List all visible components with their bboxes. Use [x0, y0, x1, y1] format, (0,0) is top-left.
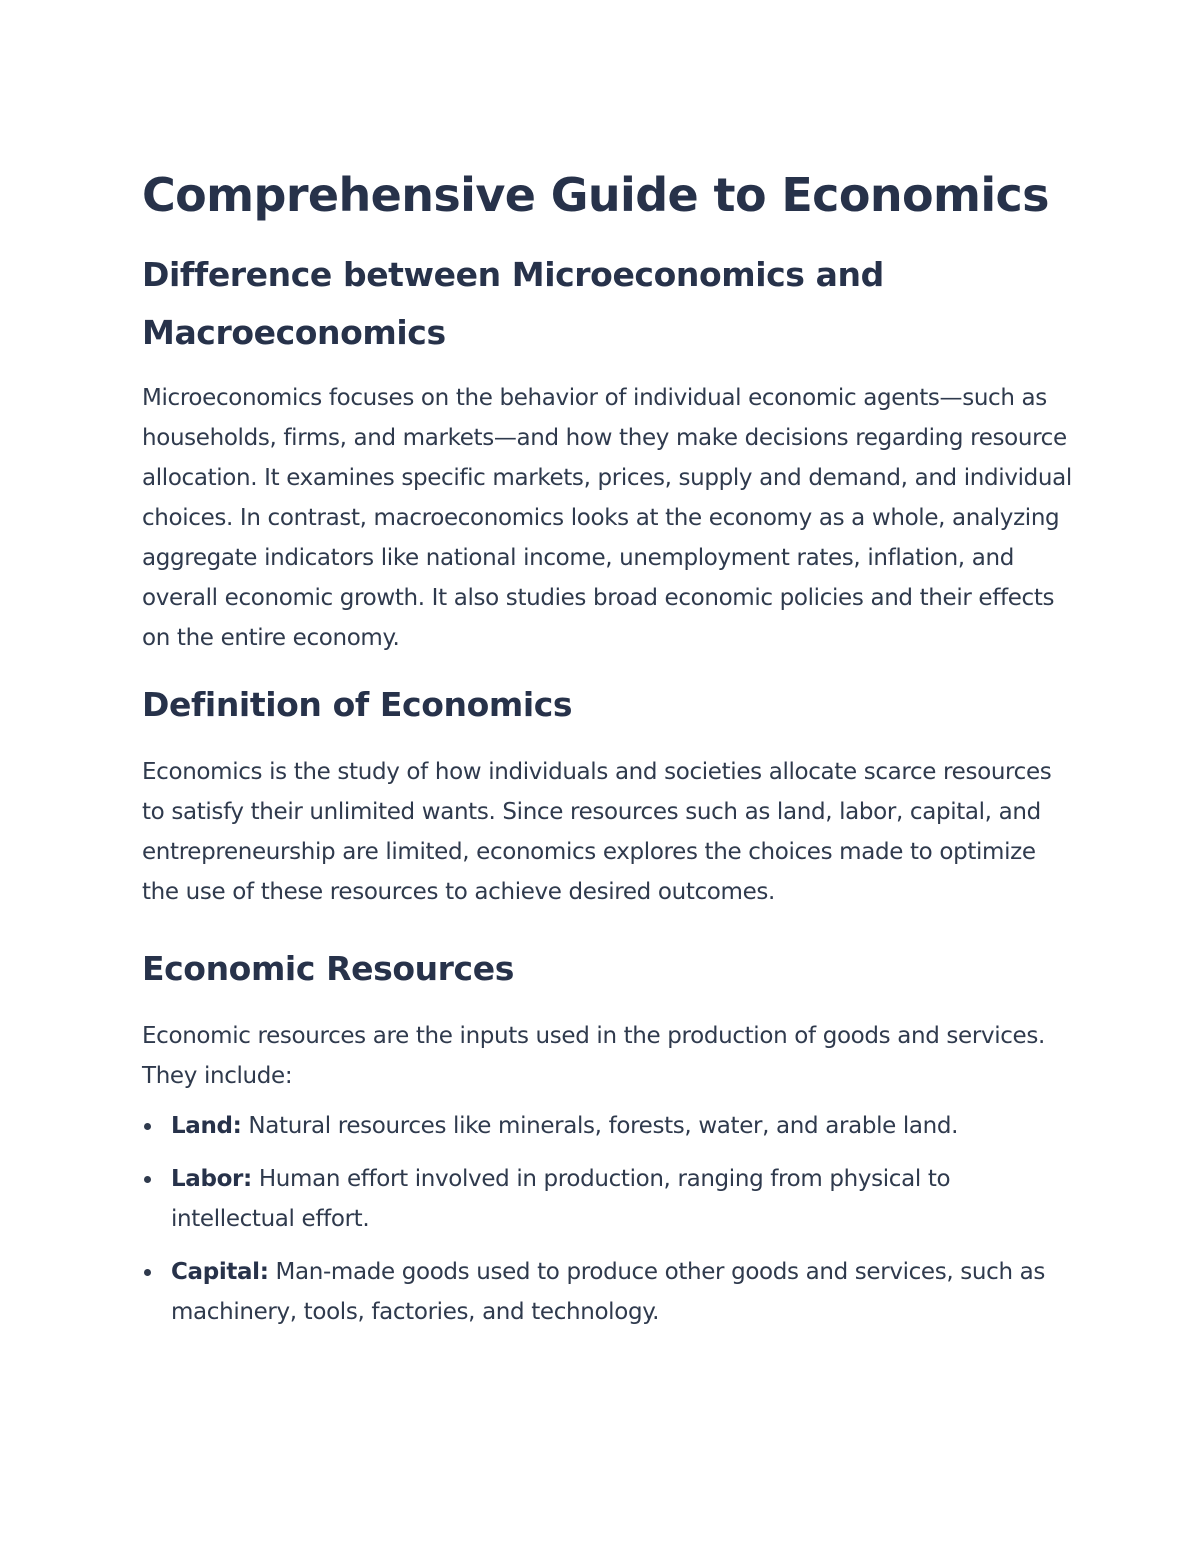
list-item-land [142, 1106, 1072, 1146]
list-item-term: Labor: [171, 1166, 252, 1192]
list-item-capital [142, 1252, 1072, 1332]
bullet-icon [144, 1176, 151, 1183]
section-paragraph-micro-vs-macro: Microeconomics focuses on the behavior of individual economic agents—such as households, firms, and markets—and how they make decisions regarding resource allocation. It examines specific markets, prices, supply and demand, and individual choices. In contrast, macroeconomics looks at the economy as a whole, analyzing aggregate indicators like national income, unemployment rates, inflation, and overall economic growth. It also studies broad economic policies and their effects on the entire economy. [142, 385, 1072, 651]
bullet-icon [144, 1269, 151, 1276]
document-title: Comprehensive Guide to Economics [142, 168, 1049, 222]
list-item-text: Natural resources like minerals, forests, water, and arable land. [241, 1113, 959, 1139]
section-paragraph-definition: Economics is the study of how individuals and societies allocate scarce resources to satisfy their unlimited wants. Since resources such as land, labor, capital, and entrepreneurship are limited, economics explores the choices made to optimize the use of these resources to achieve desired outcomes. [142, 759, 1052, 905]
section-heading-definition: Definition of Economics [142, 685, 573, 724]
list-item-text: Human effort involved in production, ranging from physical to intellectual effort. [171, 1166, 951, 1232]
resources-list [142, 1106, 1072, 1332]
list-item-text: Man-made goods used to produce other goods and services, such as machinery, tools, factories, and technology. [171, 1259, 1046, 1325]
list-item-term: Land: [171, 1113, 242, 1139]
list-item-term: Capital: [171, 1259, 269, 1285]
section-heading-micro-vs-macro: Difference between Microeconomics and Macroeconomics [142, 255, 884, 352]
bullet-icon [144, 1123, 151, 1130]
section-heading-resources: Economic Resources [142, 949, 514, 988]
document-page [142, 160, 1072, 1345]
section-paragraph-resources: Economic resources are the inputs used in the production of goods and services. They include: [142, 1023, 1045, 1089]
list-item-labor [142, 1159, 1072, 1239]
